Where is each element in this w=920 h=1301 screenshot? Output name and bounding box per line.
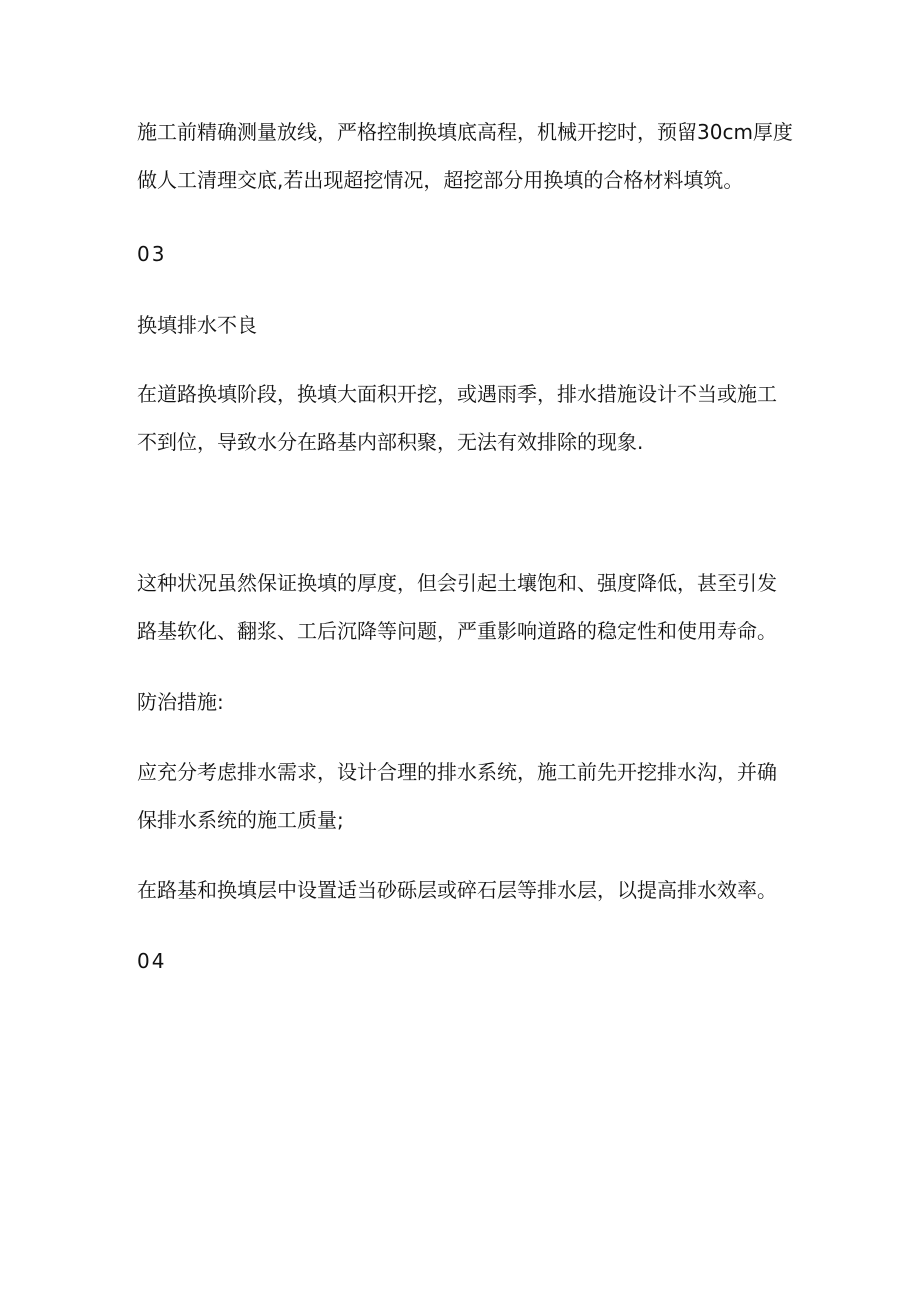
section-number-03: 03: [137, 242, 167, 266]
measures-label: 防治措施:: [137, 690, 224, 714]
paragraph-3-line-2: 路基软化、翻浆、工后沉降等问题，严重影响道路的稳定性和使用寿命。: [137, 619, 777, 643]
section-title-03: 换填排水不良: [137, 313, 257, 337]
paragraph-5-line-1: 在路基和换填层中设置适当砂砾层或碎石层等排水层，以提高排水效率。: [137, 878, 777, 902]
paragraph-3-line-1: 这种状况虽然保证换填的厚度，但会引起土壤饱和、强度降低，甚至引发: [137, 571, 777, 595]
paragraph-4-line-1: 应充分考虑排水需求，设计合理的排水系统，施工前先开挖排水沟，并确: [137, 760, 777, 784]
section-number-04: 04: [137, 949, 167, 973]
paragraph-4-line-2: 保排水系统的施工质量;: [137, 808, 344, 832]
paragraph-1-line-2: 做人工清理交底,若出现超挖情况，超挖部分用换填的合格材料填筑。: [137, 168, 744, 192]
paragraph-2-line-1: 在道路换填阶段，换填大面积开挖，或遇雨季，排水措施设计不当或施工: [137, 382, 777, 406]
paragraph-2-line-2: 不到位，导致水分在路基内部积聚，无法有效排除的现象.: [137, 430, 644, 454]
paragraph-1-line-1: 施工前精确测量放线，严格控制换填底高程，机械开挖时，预留30cm厚度: [137, 120, 793, 144]
